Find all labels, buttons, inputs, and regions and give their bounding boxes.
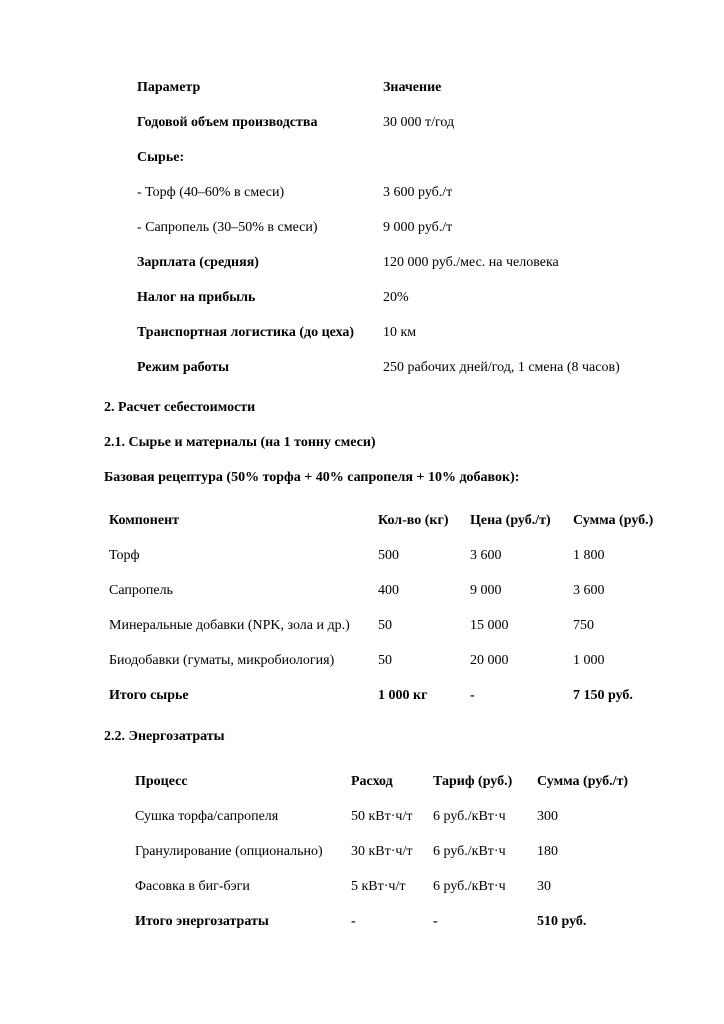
table-row <box>135 799 637 834</box>
param-value: 20% <box>383 289 409 305</box>
table-row <box>137 245 653 280</box>
table-cell: 3 600 <box>470 547 502 563</box>
table-row <box>135 834 637 869</box>
table-row <box>109 538 673 573</box>
table-cell: 9 000 <box>470 582 502 598</box>
table-row <box>109 643 673 678</box>
recipe-heading: Базовая рецептура (50% торфа + 40% сапропеля + 10% добавок): <box>104 470 520 485</box>
table-cell: Сапропель <box>109 582 173 598</box>
table-cell: Торф <box>109 547 140 563</box>
total-cell: Итого сырье <box>109 687 189 703</box>
table-cell: Биодобавки (гуматы, микробиология) <box>109 652 335 668</box>
header-cell: Значение <box>383 79 442 95</box>
table-cell: 1 000 <box>573 652 605 668</box>
param-name: Зарплата (средняя) <box>137 254 259 270</box>
table-cell: 6 руб./кВт·ч <box>433 808 506 824</box>
table-cell: 20 000 <box>470 652 509 668</box>
table-cell: 500 <box>378 547 399 563</box>
header-cell: Параметр <box>137 79 201 95</box>
table-header-row <box>135 764 637 799</box>
table-cell: 180 <box>537 843 558 859</box>
table-cell: 30 кВт·ч/т <box>351 843 413 859</box>
header-cell: Сумма (руб./т) <box>537 773 629 789</box>
total-cell: 1 000 кг <box>378 687 428 703</box>
subsection-heading: 2.1. Сырье и материалы (на 1 тонну смеси) <box>104 435 376 450</box>
table-cell: 50 кВт·ч/т <box>351 808 413 824</box>
param-value: 10 км <box>383 324 417 340</box>
table-cell: 1 800 <box>573 547 605 563</box>
table-cell: 50 <box>378 617 392 633</box>
energy-costs-table <box>135 764 637 939</box>
table-cell: 6 руб./кВт·ч <box>433 843 506 859</box>
header-cell: Цена (руб./т) <box>470 512 551 528</box>
table-row <box>137 175 653 210</box>
table-row <box>137 105 653 140</box>
subsection-heading: 2.2. Энергозатраты <box>104 729 225 744</box>
parameters-table <box>137 70 653 385</box>
param-name: - Сапропель (30–50% в смеси) <box>137 219 318 235</box>
param-name: - Торф (40–60% в смеси) <box>137 184 285 200</box>
param-value: 120 000 руб./мес. на человека <box>383 254 559 270</box>
table-row <box>137 315 653 350</box>
total-cell: - <box>470 687 475 703</box>
table-row <box>137 210 653 245</box>
table-cell: 400 <box>378 582 399 598</box>
table-cell: Фасовка в биг-бэги <box>135 878 250 894</box>
table-row <box>109 573 673 608</box>
total-cell: 7 150 руб. <box>573 687 633 703</box>
header-cell: Тариф (руб.) <box>433 773 513 789</box>
total-cell: 510 руб. <box>537 913 587 929</box>
table-row <box>135 869 637 904</box>
header-cell: Сумма (руб.) <box>573 512 654 528</box>
table-total-row <box>109 678 673 713</box>
table-cell: Минеральные добавки (NPK, зола и др.) <box>109 617 350 633</box>
total-cell: - <box>433 913 438 929</box>
header-cell: Кол-во (кг) <box>378 512 449 528</box>
param-name: Режим работы <box>137 359 230 375</box>
param-name: Сырье: <box>137 149 185 165</box>
table-cell: 300 <box>537 808 558 824</box>
table-header-row <box>137 70 653 105</box>
table-total-row <box>135 904 637 939</box>
table-cell: 50 <box>378 652 392 668</box>
table-row <box>137 140 653 175</box>
table-cell: 6 руб./кВт·ч <box>433 878 506 894</box>
table-cell: 30 <box>537 878 551 894</box>
param-value: 30 000 т/год <box>383 114 455 130</box>
param-value <box>383 140 653 175</box>
table-cell: 3 600 <box>573 582 605 598</box>
table-cell: 15 000 <box>470 617 509 633</box>
param-value: 3 600 руб./т <box>383 184 453 200</box>
total-cell: - <box>351 913 356 929</box>
table-row <box>109 608 673 643</box>
param-name: Налог на прибыль <box>137 289 256 305</box>
raw-materials-table <box>109 503 673 713</box>
table-cell: 5 кВт·ч/т <box>351 878 406 894</box>
table-cell: Сушка торфа/сапропеля <box>135 808 279 824</box>
header-cell: Компонент <box>109 512 180 528</box>
table-row <box>137 350 653 385</box>
table-cell: 750 <box>573 617 594 633</box>
table-header-row <box>109 503 673 538</box>
section-heading: 2. Расчет себестоимости <box>104 400 256 415</box>
table-row <box>137 280 653 315</box>
table-cell: Гранулирование (опционально) <box>135 843 323 859</box>
header-cell: Расход <box>351 773 393 789</box>
param-name: Годовой объем производства <box>137 114 318 130</box>
param-name: Транспортная логистика (до цеха) <box>137 324 355 340</box>
header-cell: Процесс <box>135 773 188 789</box>
total-cell: Итого энергозатраты <box>135 913 269 929</box>
param-value: 250 рабочих дней/год, 1 смена (8 часов) <box>383 359 620 375</box>
param-value: 9 000 руб./т <box>383 219 453 235</box>
